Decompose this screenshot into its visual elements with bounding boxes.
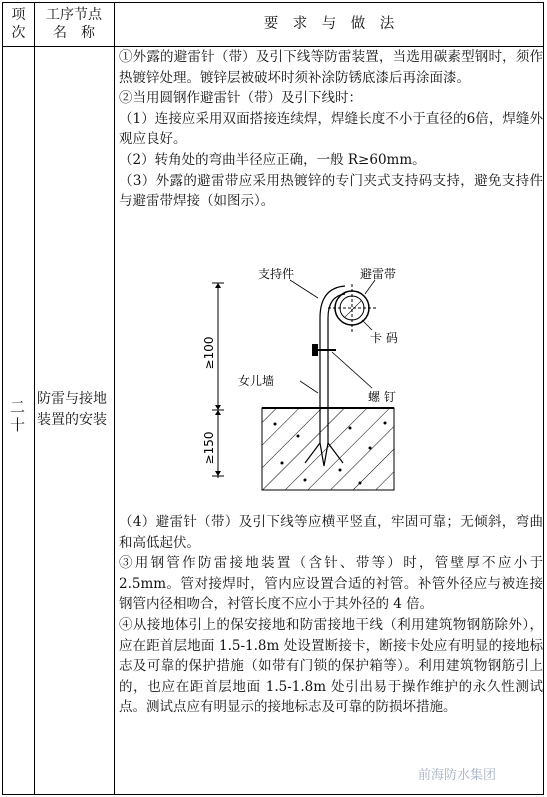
dim-bottom-label: ≥150 [202,431,216,465]
dim-top-label: ≥100 [202,336,216,370]
label-parapet: 女儿墙 [238,374,275,388]
header-item-no: 项 次 [11,7,26,41]
paragraph: ③用钢管作防雷接地装置（含针、带等）时，管壁厚不应小于 2.5mm。管对接焊时，管内应设置合适的衬管。补管外径应与被连接钢管内径相吻合，衬管长度不应小于其外径的 4 倍。 [119,555,543,613]
paragraph: （4）避雷针（带）及引下线等应横平竖直，牢固可靠；无倾斜，弯曲和高低起伏。 [119,514,543,551]
row-process-name: 防雷与接地装置的安装 [37,391,107,428]
paragraph: ①外露的避雷针（带）及引下线等防雷装置，当选用碳素型钢时，须作热镀锌处理。镀锌层被破坏时须补涂防锈底漆后再涂面漆。 [119,49,543,86]
watermark-logo: 前海防水集团 [418,768,497,783]
paragraph: （1）连接应采用双面搭接连续焊，焊缝长度不小于直径的6倍，焊缝外观应良好。 [119,110,543,148]
row-number: 二 十 [10,398,26,434]
label-clip: 卡 码 [370,331,398,345]
paragraph: （3）外露的避雷带应采用热镀锌的专门夹式支持码支持，避免支持件与避雷带焊接（如图示）。 [119,172,543,210]
lightning-belt-clip-diagram [200,258,400,498]
header-requirements: 要 求 与 做 法 [263,16,395,32]
paragraph: （2）转角处的弯曲半径应正确，一般 R≥60mm。 [119,151,426,168]
requirements-text-bottom [119,512,543,718]
label-screw: 螺 钉 [368,390,396,404]
column-divider [34,3,35,794]
column-divider [114,3,115,794]
requirements-text-top [119,47,543,212]
header-process-name: 工序节点 名 称 [46,7,102,41]
label-support: 支持件 [258,267,295,281]
label-belt: 避雷带 [360,267,397,281]
paragraph: ②当用圆钢作避雷针（带）及引下线时： [119,90,362,107]
paragraph: ④从接地体引上的保安接地和防雷接地干线（利用建筑物钢筋除外），应在距首层地面 1.5-1.8m 处设置断接卡，断接卡处应有明显的接地标志及可靠的保护措施（如带有门锁的保护箱等）。利用建筑物钢筋引上的，也应在距首层地面 1.5-1.8m 处引出易于操作维护的永久性测试点。测试点应有明显示的接地标志及可靠的防损坏措施。 [119,616,543,716]
